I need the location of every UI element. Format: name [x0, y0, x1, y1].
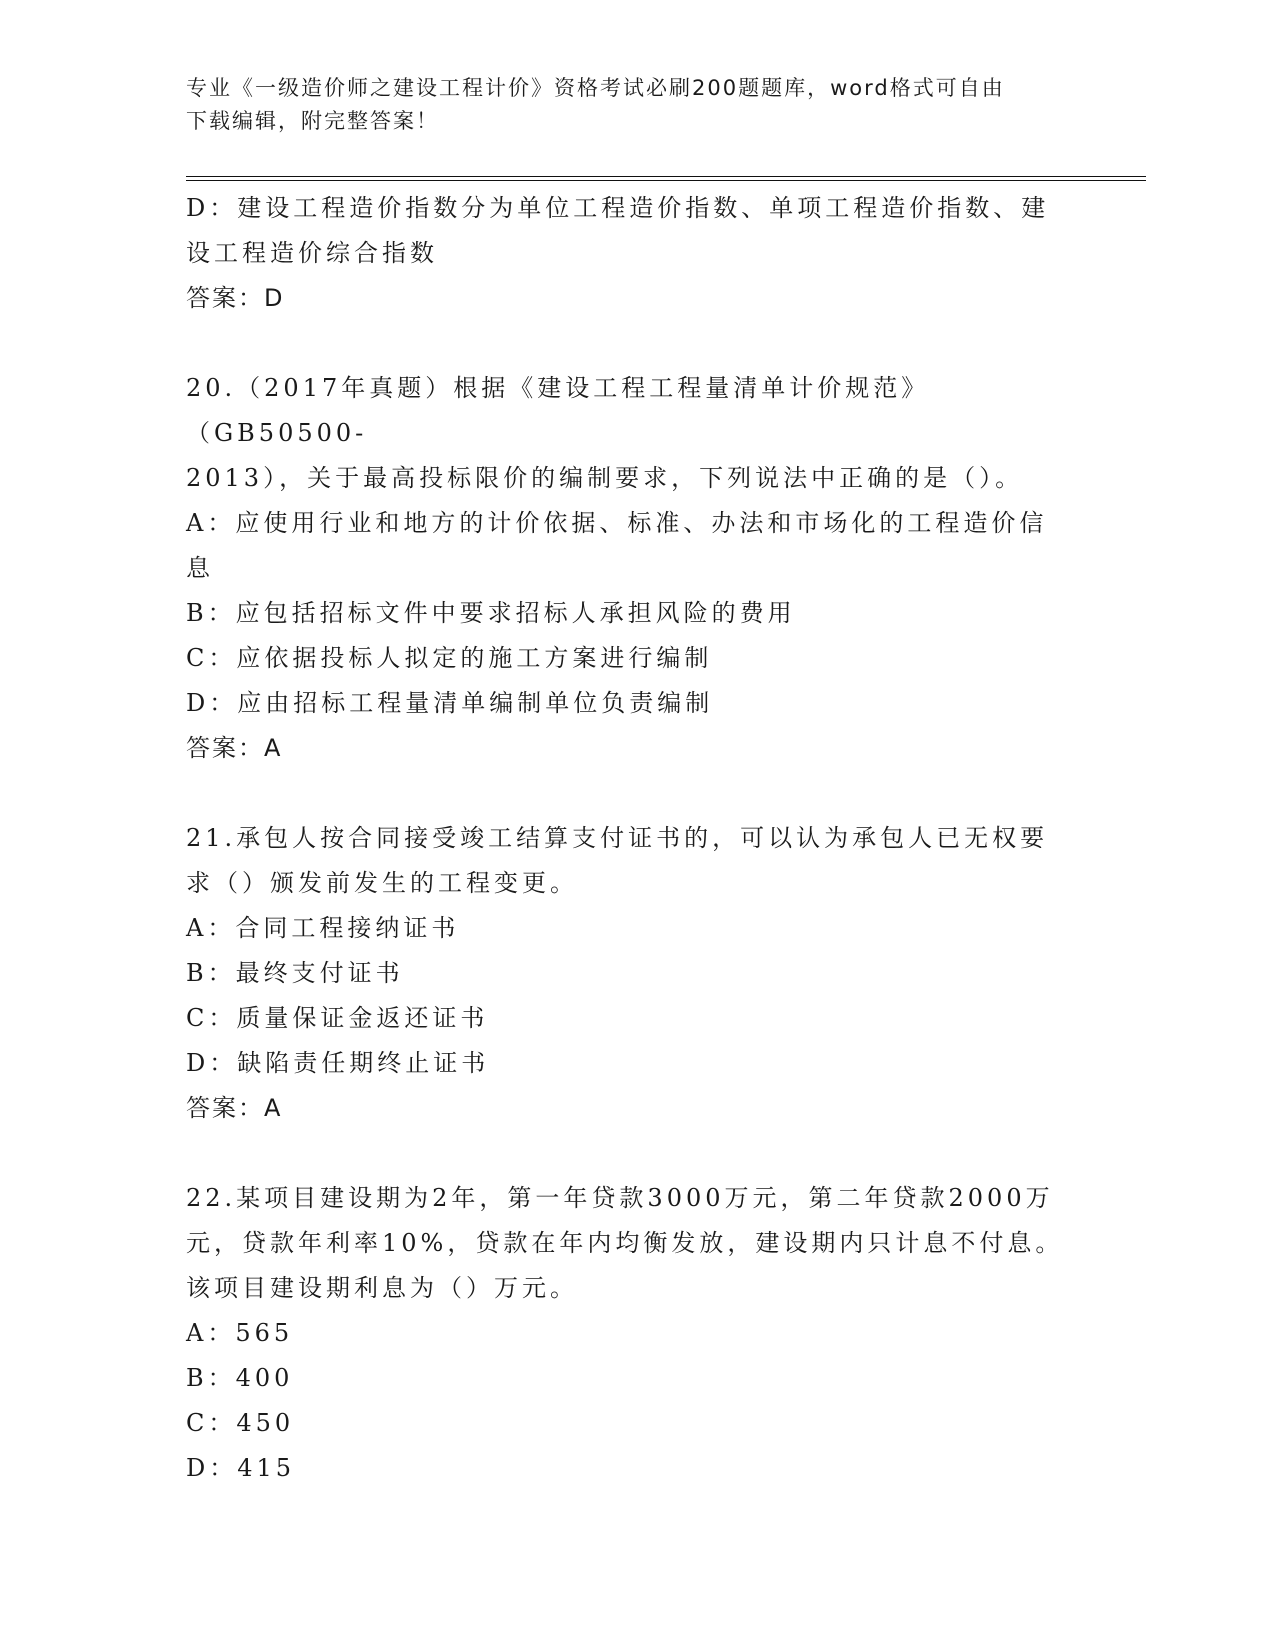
option-c: C：450 [186, 1409, 295, 1437]
option-d: D：应由招标工程量清单编制单位负责编制 [186, 689, 714, 717]
question-block-22 [186, 1176, 1076, 1491]
option-b: B：400 [186, 1364, 294, 1392]
spacer [186, 771, 1076, 816]
question-block-21 [186, 816, 1076, 1131]
question-20-line-2: 2013），关于最高投标限价的编制要求，下列说法中正确的是（）。 [186, 464, 1024, 492]
header-line-1: 专业《一级造价师之建设工程计价》资格考试必刷200题题库，word格式可自由 [186, 76, 1005, 100]
option-a-line-1: A：应使用行业和地方的计价依据、标准、办法和市场化的工程造价信 [186, 509, 1048, 537]
header-line-2: 下载编辑，附完整答案！ [186, 109, 439, 133]
option-d-line-1: D：建设工程造价指数分为单位工程造价指数、单项工程造价指数、建 [186, 194, 1050, 222]
option-c: C：应依据投标人拟定的施工方案进行编制 [186, 644, 713, 672]
question-22-line-2: 元，贷款年利率10%，贷款在年内均衡发放，建设期内只计息不付息。 [186, 1229, 1064, 1257]
question-21-line-1: 21.承包人按合同接受竣工结算支付证书的，可以认为承包人已无权要 [186, 824, 1049, 852]
option-a: A：565 [186, 1319, 294, 1347]
option-d-line-2: 设工程造价综合指数 [186, 239, 438, 267]
question-22-line-3: 该项目建设期利息为（）万元。 [186, 1274, 578, 1302]
question-content [186, 186, 1076, 1491]
option-b: B：最终支付证书 [186, 959, 404, 987]
answer-21: 答案：A [186, 1094, 283, 1122]
header-divider [186, 176, 1146, 181]
question-block-20 [186, 366, 1076, 771]
option-a: A：合同工程接纳证书 [186, 914, 460, 942]
option-d: D：415 [186, 1454, 296, 1482]
question-22-line-1: 22.某项目建设期为2年，第一年贷款3000万元，第二年贷款2000万 [186, 1184, 1054, 1212]
option-c: C：质量保证金返还证书 [186, 1004, 489, 1032]
answer-20: 答案：A [186, 734, 283, 762]
question-20-line-1: 20.（2017年真题）根据《建设工程工程量清单计价规范》（GB50500- [186, 374, 930, 447]
option-d: D：缺陷责任期终止证书 [186, 1049, 490, 1077]
answer-19: 答案：D [186, 284, 285, 312]
spacer [186, 1131, 1076, 1176]
option-a-line-2: 息 [186, 554, 214, 582]
question-21-line-2: 求（）颁发前发生的工程变更。 [186, 869, 578, 897]
spacer [186, 321, 1076, 366]
question-block-19 [186, 186, 1076, 321]
document-header [186, 72, 1086, 138]
option-b: B：应包括招标文件中要求招标人承担风险的费用 [186, 599, 796, 627]
